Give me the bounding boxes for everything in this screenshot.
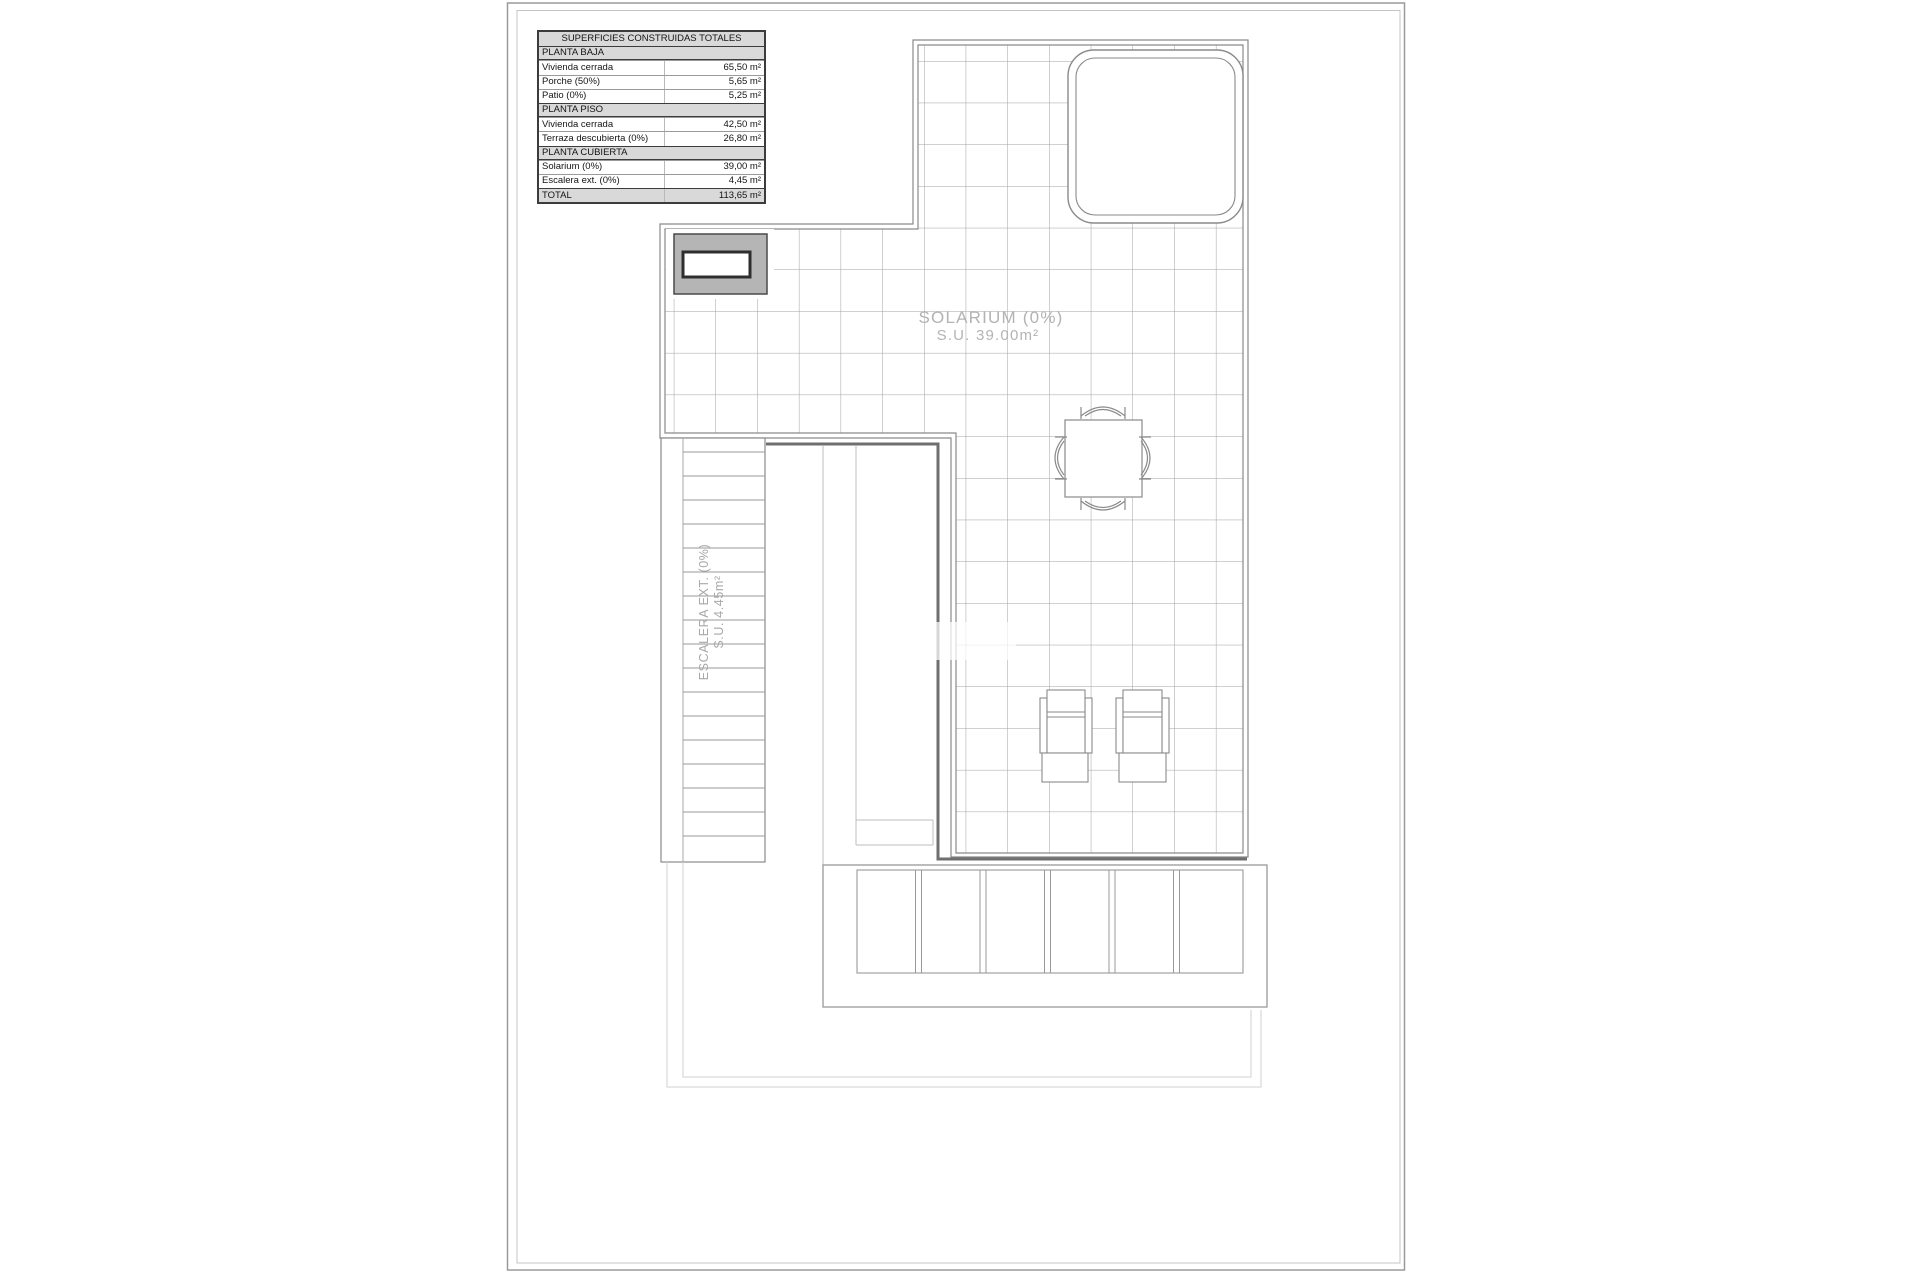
table-row <box>539 89 764 103</box>
jacuzzi <box>1068 50 1243 223</box>
row-value: 39,00 m² <box>664 161 764 174</box>
table-total-row <box>539 188 764 202</box>
row-value: 5,25 m² <box>664 90 764 103</box>
row-label: Patio (0%) <box>542 90 587 102</box>
row-value: 65,50 m² <box>664 61 764 74</box>
section-header: PLANTA BAJA <box>542 47 605 59</box>
dining-table <box>1065 420 1142 497</box>
solarium-label-line2: S.U. 39.00m² <box>936 327 1040 344</box>
section-row-planta-baja <box>539 46 764 60</box>
row-label: Vivienda cerrada <box>542 61 614 73</box>
table-row <box>539 75 764 89</box>
plot-boundary <box>667 862 1261 1087</box>
surface-areas-table <box>537 30 766 204</box>
pergola <box>823 865 1267 1007</box>
row-value: 42,50 m² <box>664 118 764 131</box>
dining-set <box>1055 407 1151 510</box>
chimney-skylight <box>666 229 774 299</box>
table-title-row <box>539 32 764 46</box>
total-label: TOTAL <box>542 189 572 201</box>
stairs-label-line2: S.U. 4.45m² <box>712 575 726 649</box>
row-label: Vivienda cerrada <box>542 118 614 130</box>
row-label: Solarium (0%) <box>542 161 603 173</box>
lower-floor-lines <box>823 446 933 865</box>
row-value: 26,80 m² <box>664 132 764 145</box>
watermark <box>916 622 1016 660</box>
section-row-planta-cubierta <box>539 146 764 160</box>
solarium-label-line1: SOLARIUM (0%) <box>918 308 1064 327</box>
pergola-beams <box>916 870 1180 973</box>
section-row-planta-piso <box>539 103 764 117</box>
table-row <box>539 60 764 74</box>
row-label: Escalera ext. (0%) <box>542 175 620 187</box>
table-row <box>539 160 764 174</box>
row-label: Terraza descubierta (0%) <box>542 132 649 144</box>
row-value: 5,65 m² <box>664 76 764 89</box>
table-row <box>539 117 764 131</box>
lounger-2 <box>1116 690 1169 782</box>
table-row <box>539 131 764 145</box>
exterior-stairs <box>661 438 765 862</box>
table-title: SUPERFICIES CONSTRUIDAS TOTALES <box>561 33 742 45</box>
stairs-label-line1: ESCALERA EXT. (0%) <box>697 543 711 681</box>
table-row <box>539 174 764 188</box>
row-label: Porche (50%) <box>542 76 601 88</box>
lounger-1 <box>1040 690 1092 782</box>
total-value: 113,65 m² <box>664 189 764 202</box>
section-header: PLANTA CUBIERTA <box>542 146 628 158</box>
section-header: PLANTA PISO <box>542 104 604 116</box>
row-value: 4,45 m² <box>664 175 764 188</box>
